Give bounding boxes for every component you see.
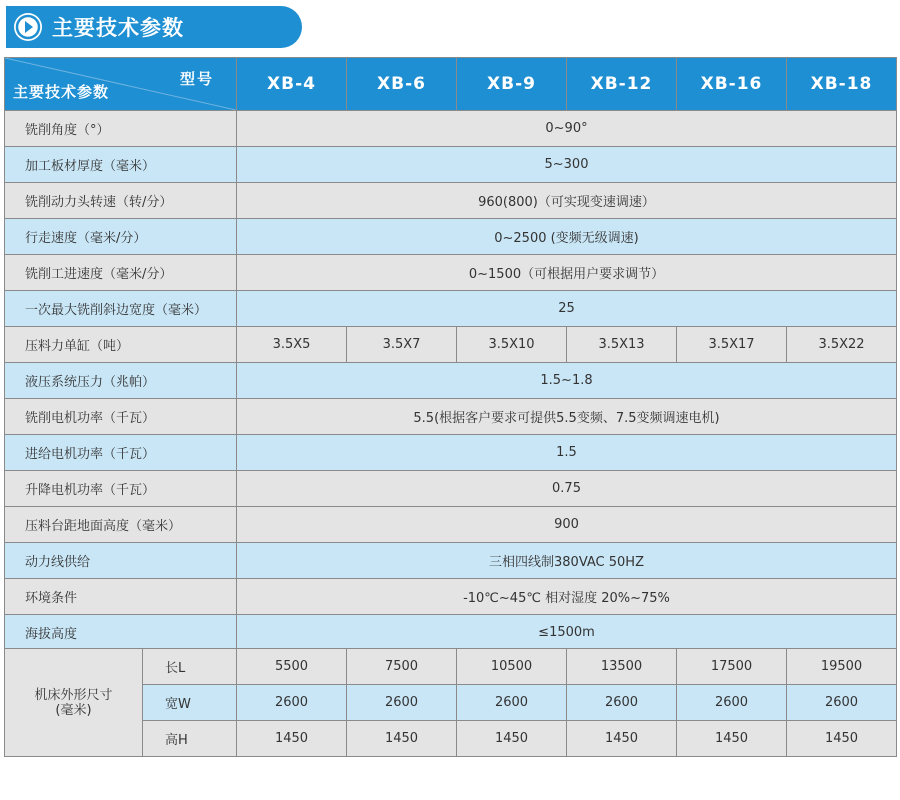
row-label: 铣削角度（°） — [5, 111, 237, 147]
row-value: -10℃~45℃ 相对湿度 20%~75% — [237, 579, 897, 615]
dimension-value: 1450 — [457, 721, 567, 757]
model-header: XB-9 — [457, 58, 567, 111]
header-row — [5, 58, 897, 111]
table-row — [5, 291, 897, 327]
dimension-value: 5500 — [237, 649, 347, 685]
row-value: 3.5X17 — [677, 327, 787, 363]
row-label: 铣削电机功率（千瓦） — [5, 399, 237, 435]
row-value: 3.5X22 — [787, 327, 897, 363]
row-label: 铣削工进速度（毫米/分） — [5, 255, 237, 291]
row-value: 25 — [237, 291, 897, 327]
dimension-value: 1450 — [567, 721, 677, 757]
dimensions-unit: (毫米) — [55, 702, 92, 718]
model-header: XB-4 — [237, 58, 347, 111]
row-value: 5.5(根据客户要求可提供5.5变频、7.5变频调速电机) — [237, 399, 897, 435]
model-header: XB-6 — [347, 58, 457, 111]
row-label: 一次最大铣削斜边宽度（毫米） — [5, 291, 237, 327]
dimension-value: 17500 — [677, 649, 787, 685]
table-row — [5, 327, 897, 363]
row-value: 3.5X5 — [237, 327, 347, 363]
dimension-label: 高H — [143, 721, 237, 757]
table-row — [5, 649, 897, 685]
table-row — [5, 435, 897, 471]
table-row — [5, 579, 897, 615]
section-title: 主要技术参数 — [52, 16, 184, 40]
dimension-value: 2600 — [677, 685, 787, 721]
table-row — [5, 543, 897, 579]
dimension-value: 10500 — [457, 649, 567, 685]
dimension-value: 2600 — [347, 685, 457, 721]
row-value: 3.5X13 — [567, 327, 677, 363]
row-value: 3.5X7 — [347, 327, 457, 363]
row-label: 加工板材厚度（毫米） — [5, 147, 237, 183]
table-row — [5, 255, 897, 291]
row-value: 1.5~1.8 — [237, 363, 897, 399]
table-row — [5, 507, 897, 543]
row-value: 3.5X10 — [457, 327, 567, 363]
param-axis-label: 主要技术参数 — [13, 83, 110, 101]
row-value: 0~2500 (变频无级调速) — [237, 219, 897, 255]
dimensions-label-line: 机床外形尺寸 — [34, 687, 113, 703]
dimension-value: 1450 — [237, 721, 347, 757]
model-header: XB-16 — [677, 58, 787, 111]
corner-cell — [5, 58, 237, 111]
dimensions-label — [5, 649, 143, 757]
dimension-label: 长L — [143, 649, 237, 685]
row-value: 5~300 — [237, 147, 897, 183]
row-label: 行走速度（毫米/分） — [5, 219, 237, 255]
row-value: 1.5 — [237, 435, 897, 471]
row-value: 0.75 — [237, 471, 897, 507]
dimensions-table — [4, 648, 897, 757]
table-row — [5, 219, 897, 255]
row-label: 铣削动力头转速（转/分） — [5, 183, 237, 219]
row-value: 900 — [237, 507, 897, 543]
row-label: 动力线供给 — [5, 543, 237, 579]
row-value: 三相四线制380VAC 50HZ — [237, 543, 897, 579]
dimension-value: 7500 — [347, 649, 457, 685]
model-header: XB-12 — [567, 58, 677, 111]
dimension-value: 2600 — [457, 685, 567, 721]
row-value: 960(800)（可实现变速调速） — [237, 183, 897, 219]
row-value: 0~90° — [237, 111, 897, 147]
table-row — [5, 615, 897, 651]
row-label: 环境条件 — [5, 579, 237, 615]
dimension-value: 1450 — [677, 721, 787, 757]
section-header — [6, 6, 302, 48]
model-axis-label: 型号 — [179, 70, 214, 88]
dimension-value: 2600 — [237, 685, 347, 721]
row-label: 进给电机功率（千瓦） — [5, 435, 237, 471]
dimension-value: 13500 — [567, 649, 677, 685]
table-row — [5, 399, 897, 435]
model-header: XB-18 — [787, 58, 897, 111]
dimension-value: 19500 — [787, 649, 897, 685]
table-row — [5, 363, 897, 399]
row-label: 压料力单缸（吨） — [5, 327, 237, 363]
table-row — [5, 471, 897, 507]
table-row — [5, 183, 897, 219]
spec-table — [4, 57, 897, 651]
play-icon — [14, 13, 42, 41]
row-label: 液压系统压力（兆帕） — [5, 363, 237, 399]
row-label: 压料台距地面高度（毫米） — [5, 507, 237, 543]
table-row — [5, 147, 897, 183]
dimension-label: 宽W — [143, 685, 237, 721]
dimension-value: 2600 — [787, 685, 897, 721]
dimension-value: 1450 — [787, 721, 897, 757]
dimension-value: 1450 — [347, 721, 457, 757]
row-value: ≤1500m — [237, 615, 897, 651]
dimension-value: 2600 — [567, 685, 677, 721]
row-label: 升降电机功率（千瓦） — [5, 471, 237, 507]
row-label: 海拔高度 — [5, 615, 237, 651]
table-row — [5, 111, 897, 147]
row-value: 0~1500（可根据用户要求调节） — [237, 255, 897, 291]
